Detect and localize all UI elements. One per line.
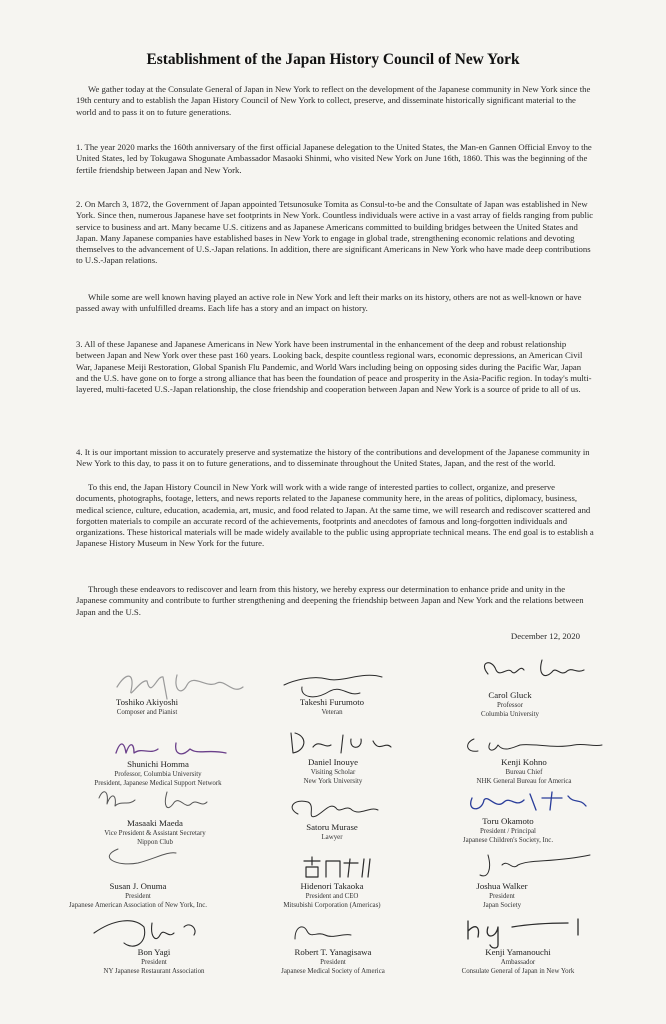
handwritten-signature bbox=[58, 841, 258, 881]
signatory-inouye bbox=[233, 757, 433, 786]
signatory-role: Ambassador bbox=[500, 959, 536, 966]
signatory-affiliation: Japanese American Association of New York, Inc. bbox=[69, 902, 207, 909]
signatory-role: Veteran bbox=[321, 709, 343, 716]
signatory-role: Professor, Columbia University bbox=[114, 771, 202, 778]
signatory-role: Vice President & Assistant Secretary bbox=[104, 830, 206, 837]
signatory-gluck bbox=[410, 690, 610, 719]
handwritten-signature bbox=[232, 671, 432, 711]
signatory-name: Masaaki Maeda bbox=[127, 818, 183, 828]
signatory-name: Carol Gluck bbox=[488, 690, 532, 700]
signatory-name: Shunichi Homma bbox=[127, 759, 189, 769]
handwritten-signature bbox=[412, 849, 612, 885]
signatory-name: Satoru Murase bbox=[306, 822, 358, 832]
intro-paragraph: We gather today at the Consulate General of Japan in New York to reflect on the development of the Japanese community in New York since the 19th century and to establish the Japan History Council of New York to collect, preserve, and disseminate historically significant material to the world and to pass it on to future generations. bbox=[76, 84, 591, 117]
signatory-affiliation: NHK General Bureau for America bbox=[476, 778, 572, 785]
signatory-yagi bbox=[54, 947, 254, 976]
signatory-name: Susan J. Onuma bbox=[109, 881, 167, 891]
signatory-role: President bbox=[125, 893, 151, 900]
signatory-name: Hidenori Takaoka bbox=[300, 881, 364, 891]
signatory-affiliation: Japan Society bbox=[482, 902, 522, 909]
paragraph-4: 4. It is our important mission to accurately preserve and systematize the history of the contributions and development of the Japanese community in New York to this day, to pass it on to future generations, and to disseminate throughout the United States, Japan, and the rest of the world. bbox=[76, 447, 590, 469]
signatory-name: Takeshi Furumoto bbox=[299, 697, 365, 707]
document-title: Establishment of the Japan History Council of New York bbox=[146, 51, 520, 68]
signatory-role: Lawyer bbox=[321, 834, 343, 841]
signatory-murase bbox=[232, 822, 432, 842]
handwritten-signature bbox=[420, 652, 620, 692]
signatory-affiliation: Columbia University bbox=[481, 711, 539, 718]
handwritten-signature bbox=[233, 727, 433, 761]
signatory-name: Kenji Kohno bbox=[501, 757, 547, 767]
signatory-walker bbox=[402, 881, 602, 910]
handwritten-signature bbox=[233, 917, 433, 951]
document-date: December 12, 2020 bbox=[510, 631, 580, 641]
signatory-role: Bureau Chief bbox=[505, 769, 543, 776]
signatory-name: Robert T. Yanagisawa bbox=[294, 947, 372, 957]
signatory-affiliation: Mitsubishi Corporation (Americas) bbox=[283, 902, 381, 909]
signatory-name: Toshiko Akiyoshi bbox=[115, 697, 179, 707]
signatory-homma bbox=[58, 759, 258, 788]
signatory-furumoto bbox=[232, 697, 432, 717]
signatory-affiliation: New York University bbox=[303, 778, 363, 785]
paragraph-4-continued: To this end, the Japan History Council in New York will work with a wide range of interested parties to collect, organize, and preserve documents, photographs, footage, letters, and news reports related to the Japanese community here, in the areas of politics, diplomacy, business, medical science, culture, education, academia, art, music, and food related to Japan. At the same time, we will research and rediscover scattered and forgotten materials to compile an accurate record of the achievements, footprints and anecdotes of famous and long-forgotten individuals and organizations. These historical materials will be made widely available to the public using appropriate technical means. The end goal is to establish a Japanese History Museum in New York for the future. bbox=[76, 482, 594, 549]
handwritten-signature bbox=[58, 735, 258, 765]
paragraph-2-continued: While some are well known having played an active role in New York and left their marks on its history, others are not as well-known or have passed away with unfulfilled dreams. Each life has a story and an impact on history. bbox=[76, 292, 582, 314]
signatory-role: Visiting Scholar bbox=[310, 769, 356, 776]
signatory-role: President / Principal bbox=[480, 828, 536, 835]
signatory-affiliation: Nippon Club bbox=[137, 839, 173, 846]
signatory-affiliation: Japanese Medical Society of America bbox=[281, 968, 385, 975]
signatory-name: Kenji Yamanouchi bbox=[485, 947, 551, 957]
signatory-role: Professor bbox=[496, 702, 524, 709]
handwritten-signature bbox=[434, 729, 634, 761]
signatory-name: Bon Yagi bbox=[137, 947, 171, 957]
signatory-role: President and CEO bbox=[305, 893, 359, 900]
handwritten-signature bbox=[418, 788, 618, 818]
closing-paragraph: Through these endeavors to rediscover and learn from this history, we hereby express our determination to enhance pride and unity in the Japanese community and contribute to further strengthening and deepening the friendship between Japan and New York and the relations between Japan and the U.S. bbox=[76, 584, 584, 617]
signatory-akiyoshi bbox=[47, 697, 247, 717]
paragraph-3: 3. All of these Japanese and Japanese Americans in New York have been instrumental in the enhancement of the deep and robust relationship between Japan and New York over these past 160 years. Looking back, despite countless regional wars, economic depressions, an American Civil War, Japanese Meiji Restoration, Global Spanish Flu Pandemic, and World Wars including being on opposing sides during the Pacific War, Japan and the U.S. have gone on to forge a strong alliance that has been the foundation of peace and prosperity in the Asia-Pacific region. In today's multi-layered, multi-faceted U.S.-Japan relationship, the close friendship and cooperation between Japan and New York is a source of pride to all of us. bbox=[76, 339, 592, 395]
signatory-affiliation: Consulate General of Japan in New York bbox=[461, 968, 575, 975]
signatory-yamanouchi bbox=[418, 947, 618, 976]
signatory-kohno bbox=[424, 757, 624, 786]
signatory-name: Daniel Inouye bbox=[307, 757, 359, 767]
paragraph-2: 2. On March 3, 1872, the Government of Japan appointed Tetsunosuke Tomita as Consul-to-be and the Consultate of Japan was established in New York. Since then, numerous Japanese have set footprints in New York. Countless individuals were active in a vast array of fields ranging from public service to business and art. Many became U.S. citizens and as Japanese Americans committed to building bridges between the United States and Japan. Many Japanese companies have established bases in New York to engage in global trade, strengthening economic relations and devoting themselves to the advancement of U.S.-Japan relations. In addition, there are significant Americans in New York who have made deep contributions to U.S.-Japan relations. bbox=[76, 199, 594, 266]
signatory-yanagisawa bbox=[233, 947, 433, 976]
paragraph-1: 1. The year 2020 marks the 160th anniversary of the first official Japanese delegation to the United States, the Man-en Gannen Official Envoy to the United States, led by Tokugawa Shogunate Ambassador Masaoki Shinmi, who visited New York on June 16th, 1860. This was the beginning of the fertile friendship between Japan and New York. bbox=[76, 142, 592, 175]
signatory-affiliation: Japanese Children's Society, Inc. bbox=[462, 837, 554, 844]
signatory-affiliation: NY Japanese Restaurant Association bbox=[103, 968, 205, 975]
handwritten-signature bbox=[428, 913, 628, 949]
signatory-affiliation: President, Japanese Medical Support Network bbox=[94, 780, 222, 787]
signatory-role: President bbox=[141, 959, 167, 966]
handwritten-signature bbox=[55, 786, 255, 822]
handwritten-signature bbox=[57, 669, 257, 709]
signatory-role: Composer and Pianist bbox=[116, 709, 178, 716]
signatory-name: Joshua Walker bbox=[476, 881, 528, 891]
signatory-name: Toru Okamoto bbox=[482, 816, 534, 826]
signatory-okamoto bbox=[408, 816, 608, 845]
signatory-role: President bbox=[489, 893, 515, 900]
handwritten-signature bbox=[232, 794, 432, 826]
signatory-onuma bbox=[38, 881, 238, 910]
signatory-role: President bbox=[320, 959, 346, 966]
